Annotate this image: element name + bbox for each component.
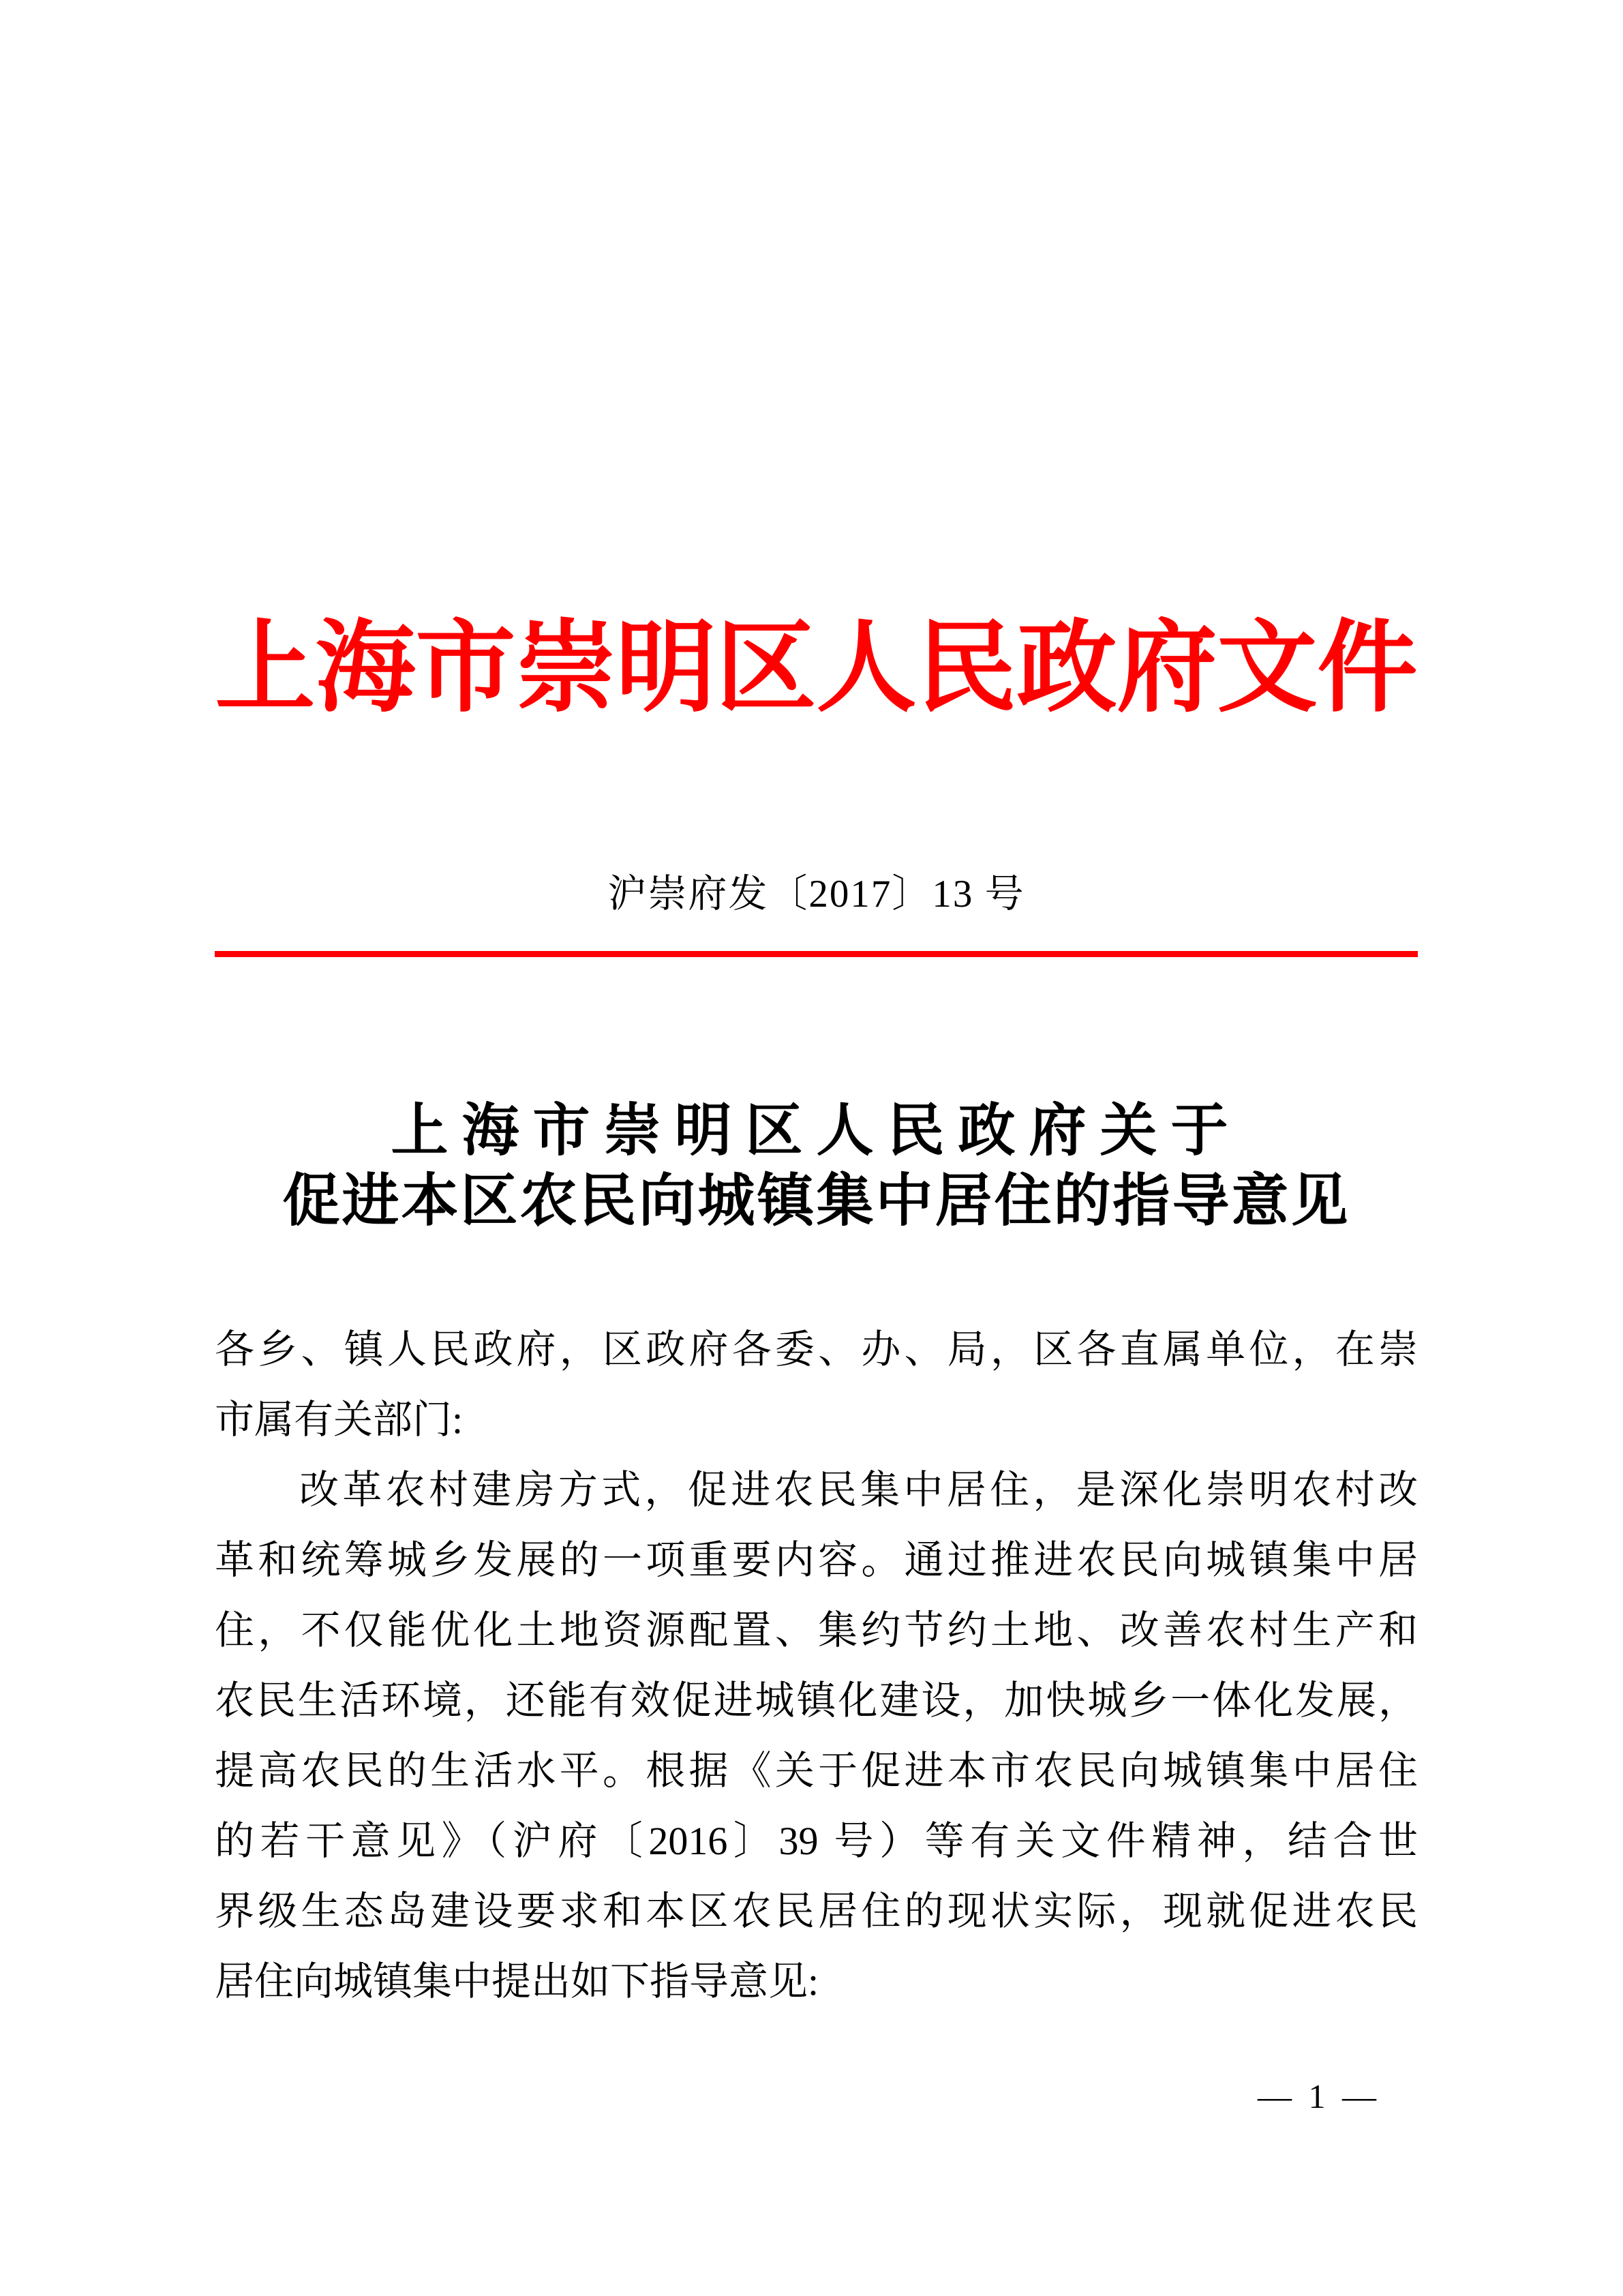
document-title-line-2: 促进本区农民向城镇集中居住的指导意见 [282,1170,1350,1233]
body-line: 革和统筹城乡发展的一项重要内容。通过推进农民向城镇集中居 [215,1538,1418,1582]
body-line: 界级生态岛建设要求和本区农民居住的现状实际，现就促进农民 [215,1889,1418,1933]
document-number: 沪崇府发〔2017〕13 号 [607,873,1025,916]
body-line: 的若干意见》（沪府〔2016〕39 号）等有关文件精神，结合世 [215,1819,1418,1863]
document-title-line-1: 上海市崇明区人民政府关于 [391,1100,1242,1163]
red-header-org-title: 上海市崇明区人民政府文件 [215,613,1418,724]
body-line: 提高农民的生活水平。根据《关于促进本市农民向城镇集中居住 [215,1749,1418,1793]
body-line: 市属有关部门: [215,1398,464,1442]
page-number: — 1 — [1258,2077,1380,2115]
body-line: 农民生活环境，还能有效促进城镇化建设，加快城乡一体化发展， [215,1678,1418,1723]
body-line: 改革农村建房方式，促进农民集中居住，是深化崇明农村改 [299,1468,1418,1512]
red-divider-line [215,951,1418,957]
document-title [215,1096,1418,1237]
document-body [215,1314,1418,2016]
body-line: 各乡、镇人民政府，区政府各委、办、局，区各直属单位，在崇 [215,1327,1418,1372]
body-line: 居住向城镇集中提出如下指导意见: [215,1959,819,2004]
body-line: 住，不仅能优化土地资源配置、集约节约土地、改善农村生产和 [215,1608,1418,1652]
